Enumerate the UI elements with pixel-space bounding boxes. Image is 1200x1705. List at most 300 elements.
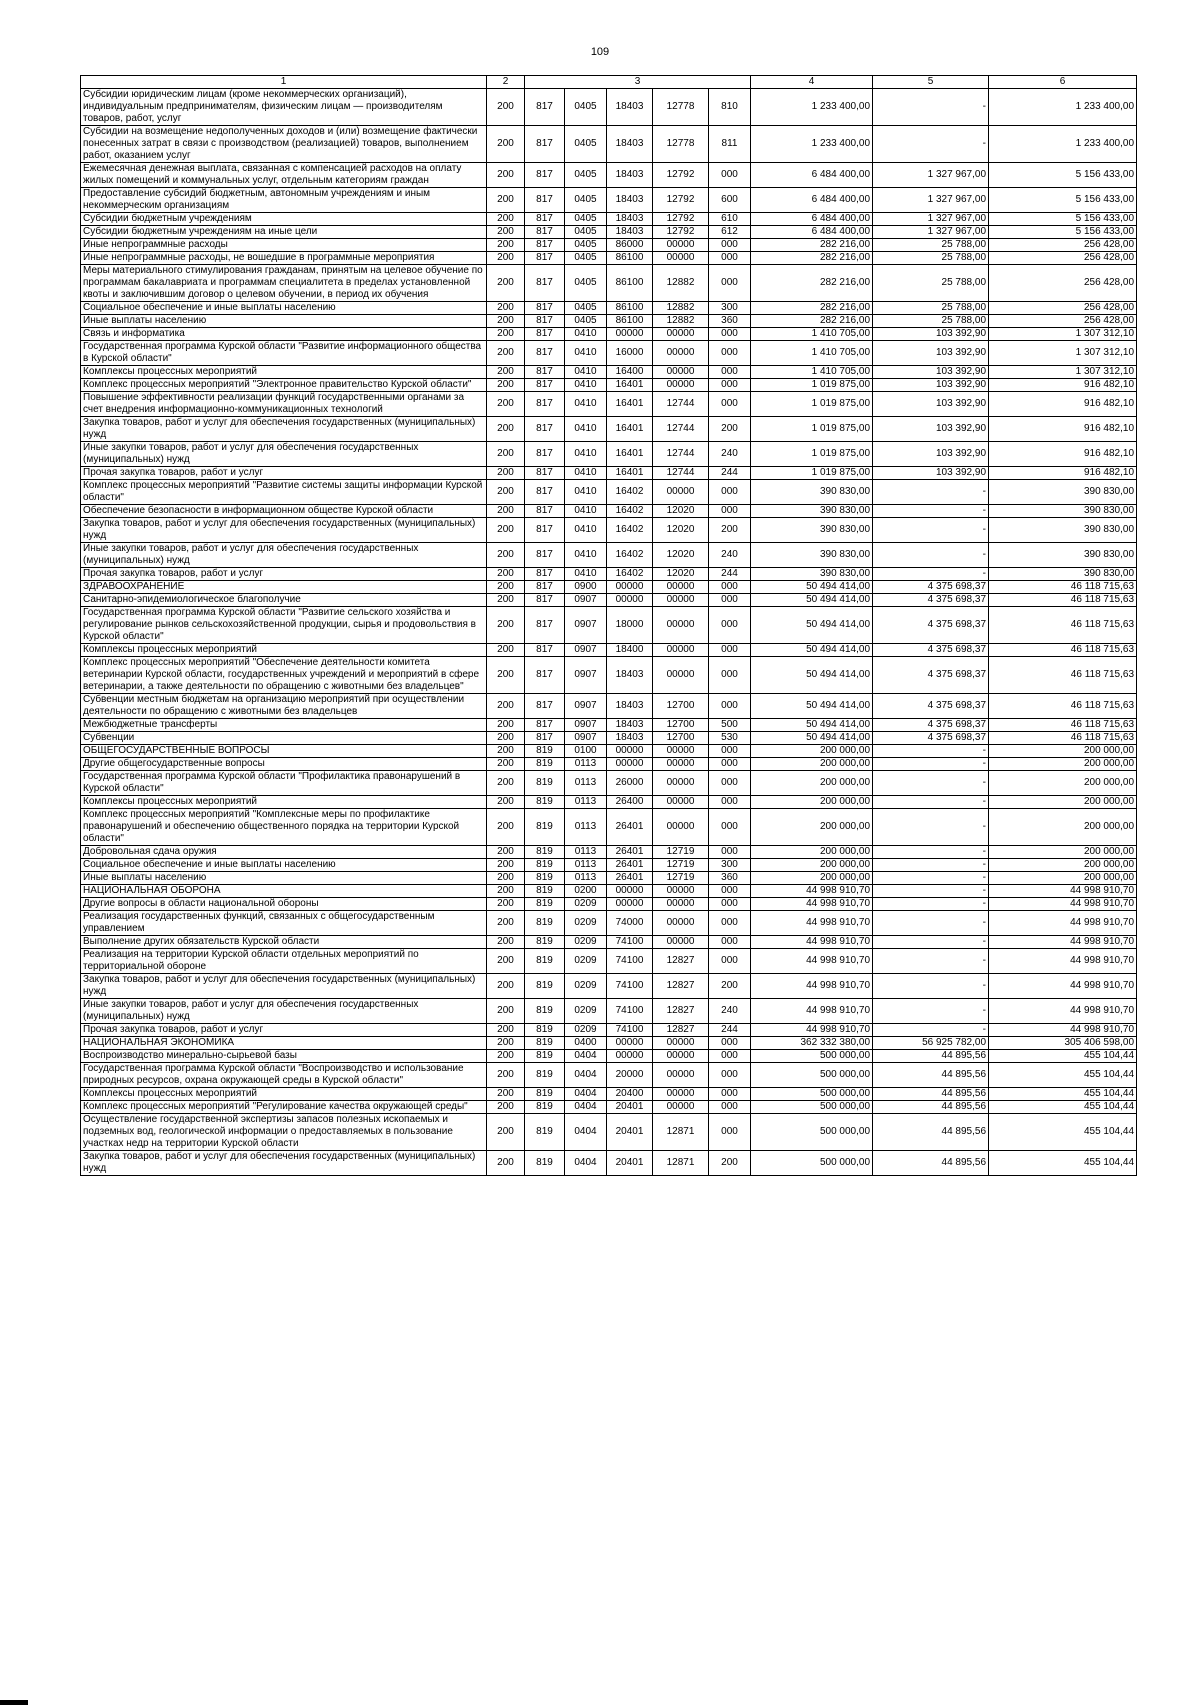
code-cell: 0410 [565,328,607,341]
code-cell: 600 [709,188,751,213]
code-cell: 000 [709,1101,751,1114]
row-name-cell: Субвенции [81,732,487,745]
amount-cell: 50 494 414,00 [751,719,873,732]
amount-cell: 390 830,00 [751,568,873,581]
code-cell: 00000 [607,898,653,911]
code-cell: 26401 [607,859,653,872]
code-cell: 00000 [653,607,709,644]
code-cell: 16402 [607,505,653,518]
code-cell: 200 [487,89,525,126]
code-cell: 200 [487,265,525,302]
code-cell: 200 [487,392,525,417]
row-name-cell: Государственная программа Курской области "Развитие сельского хозяйства и регулирование рынков сельскохозяйственной продукции, сырья и продовольствия в Курской области" [81,607,487,644]
amount-cell: 50 494 414,00 [751,594,873,607]
amount-cell: 390 830,00 [989,518,1137,543]
table-row [81,859,1137,872]
amount-cell: 4 375 698,37 [873,657,989,694]
code-cell: 819 [525,949,565,974]
amount-cell: - [873,859,989,872]
code-cell: 817 [525,581,565,594]
amount-cell: 6 484 400,00 [751,163,873,188]
row-name-cell: Прочая закупка товаров, работ и услуг [81,1024,487,1037]
code-cell: 0410 [565,366,607,379]
amount-cell: 25 788,00 [873,315,989,328]
code-cell: 0907 [565,607,607,644]
code-cell: 0404 [565,1088,607,1101]
code-cell: 0209 [565,949,607,974]
table-row [81,480,1137,505]
code-cell: 74000 [607,911,653,936]
code-cell: 20401 [607,1151,653,1176]
row-name-cell: Прочая закупка товаров, работ и услуг [81,467,487,480]
column-header: 5 [873,76,989,89]
row-name-cell: Санитарно-эпидемиологическое благополучие [81,594,487,607]
code-cell: 12700 [653,694,709,719]
amount-cell: 1 327 967,00 [873,213,989,226]
code-cell: 12778 [653,89,709,126]
code-cell: 16402 [607,568,653,581]
amount-cell: 1 019 875,00 [751,392,873,417]
amount-cell: 44 998 910,70 [751,1024,873,1037]
row-name-cell: ЗДРАВООХРАНЕНИЕ [81,581,487,594]
amount-cell: 46 118 715,63 [989,607,1137,644]
column-header: 2 [487,76,525,89]
amount-cell: 103 392,90 [873,417,989,442]
code-cell: 86100 [607,265,653,302]
code-cell: 817 [525,239,565,252]
code-cell: 000 [709,607,751,644]
code-cell: 12744 [653,392,709,417]
column-header: 6 [989,76,1137,89]
amount-cell: 916 482,10 [989,379,1137,392]
code-cell: 26401 [607,872,653,885]
row-name-cell: Меры материального стимулирования гражданам, принятым на целевое обучение по программам бакалавриата и программам специалитета в пределах установленной квоты и заключившим договор о целевом обучении, в период их обучения [81,265,487,302]
amount-cell: 44 998 910,70 [751,885,873,898]
amount-cell: - [873,568,989,581]
code-cell: 12719 [653,872,709,885]
table-row [81,594,1137,607]
code-cell: 0907 [565,657,607,694]
code-cell: 200 [709,518,751,543]
table-row [81,911,1137,936]
table-row [81,379,1137,392]
code-cell: 18403 [607,732,653,745]
code-cell: 817 [525,341,565,366]
amount-cell: 390 830,00 [989,505,1137,518]
code-cell: 74100 [607,949,653,974]
amount-cell: 455 104,44 [989,1088,1137,1101]
table-row [81,936,1137,949]
code-cell: 00000 [653,379,709,392]
amount-cell: 6 484 400,00 [751,188,873,213]
amount-cell: 4 375 698,37 [873,644,989,657]
code-cell: 200 [487,1114,525,1151]
amount-cell: - [873,846,989,859]
amount-cell: 4 375 698,37 [873,594,989,607]
code-cell: 000 [709,239,751,252]
row-name-cell: Закупка товаров, работ и услуг для обеспечения государственных (муниципальных) нужд [81,974,487,999]
code-cell: 200 [487,417,525,442]
amount-cell: 44 998 910,70 [989,898,1137,911]
row-name-cell: Иные выплаты населению [81,872,487,885]
row-name-cell: Комплексы процессных мероприятий [81,366,487,379]
amount-cell: 1 327 967,00 [873,188,989,213]
amount-cell: 46 118 715,63 [989,694,1137,719]
scan-edge-mark [0,1700,28,1705]
code-cell: 0405 [565,252,607,265]
code-cell: 00000 [653,1037,709,1050]
amount-cell: 103 392,90 [873,328,989,341]
amount-cell: - [873,796,989,809]
code-cell: 200 [487,480,525,505]
code-cell: 12020 [653,543,709,568]
code-cell: 200 [487,467,525,480]
code-cell: 240 [709,442,751,467]
amount-cell: 1 307 312,10 [989,328,1137,341]
code-cell: 0907 [565,694,607,719]
page-number: 109 [590,46,610,58]
code-cell: 18403 [607,188,653,213]
amount-cell: 44 895,56 [873,1114,989,1151]
code-cell: 000 [709,392,751,417]
amount-cell: 500 000,00 [751,1050,873,1063]
code-cell: 0209 [565,1024,607,1037]
row-name-cell: Другие вопросы в области национальной обороны [81,898,487,911]
code-cell: 74100 [607,1024,653,1037]
code-cell: 200 [487,859,525,872]
amount-cell: 282 216,00 [751,315,873,328]
code-cell: 0410 [565,467,607,480]
table-row [81,315,1137,328]
amount-cell: 46 118 715,63 [989,719,1137,732]
amount-cell: - [873,1024,989,1037]
code-cell: 200 [487,341,525,366]
code-cell: 0113 [565,758,607,771]
amount-cell: - [873,936,989,949]
amount-cell: 1 019 875,00 [751,467,873,480]
row-name-cell: Реализация государственных функций, связанных с общегосударственным управлением [81,911,487,936]
table-row [81,1088,1137,1101]
code-cell: 200 [487,581,525,594]
amount-cell: 1 233 400,00 [989,126,1137,163]
code-cell: 86100 [607,252,653,265]
code-cell: 200 [487,846,525,859]
table-row [81,1063,1137,1088]
table-row [81,252,1137,265]
code-cell: 000 [709,644,751,657]
row-name-cell: Связь и информатика [81,328,487,341]
code-cell: 817 [525,568,565,581]
code-cell: 610 [709,213,751,226]
code-cell: 12744 [653,467,709,480]
code-cell: 00000 [653,1088,709,1101]
code-cell: 200 [487,379,525,392]
code-cell: 000 [709,581,751,594]
code-cell: 12700 [653,719,709,732]
code-cell: 200 [487,607,525,644]
amount-cell: - [873,505,989,518]
row-name-cell: Реализация на территории Курской области отдельных мероприятий по территориальной обороне [81,949,487,974]
code-cell: 817 [525,417,565,442]
code-cell: 200 [709,974,751,999]
code-cell: 819 [525,859,565,872]
code-cell: 817 [525,719,565,732]
table-row [81,442,1137,467]
code-cell: 0200 [565,885,607,898]
amount-cell: 4 375 698,37 [873,581,989,594]
code-cell: 0410 [565,543,607,568]
amount-cell: 455 104,44 [989,1114,1137,1151]
amount-cell: 916 482,10 [989,442,1137,467]
code-cell: 20401 [607,1101,653,1114]
code-cell: 200 [487,732,525,745]
code-cell: 16000 [607,341,653,366]
row-name-cell: Закупка товаров, работ и услуг для обеспечения государственных (муниципальных) нужд [81,417,487,442]
code-cell: 00000 [653,480,709,505]
code-cell: 86100 [607,302,653,315]
amount-cell: 44 998 910,70 [989,911,1137,936]
code-cell: 00000 [653,898,709,911]
amount-cell: 200 000,00 [751,846,873,859]
amount-cell: 362 332 380,00 [751,1037,873,1050]
row-name-cell: Субсидии бюджетным учреждениям [81,213,487,226]
amount-cell: 44 895,56 [873,1088,989,1101]
code-cell: 00000 [607,594,653,607]
code-cell: 16401 [607,442,653,467]
budget-table-container [80,75,1137,1176]
code-cell: 200 [487,239,525,252]
code-cell: 00000 [607,885,653,898]
row-name-cell: Прочая закупка товаров, работ и услуг [81,568,487,581]
code-cell: 000 [709,480,751,505]
code-cell: 000 [709,265,751,302]
amount-cell: 390 830,00 [751,480,873,505]
code-cell: 810 [709,89,751,126]
code-cell: 817 [525,366,565,379]
code-cell: 200 [487,758,525,771]
code-cell: 18403 [607,213,653,226]
code-cell: 0209 [565,999,607,1024]
row-name-cell: Иные непрограммные расходы [81,239,487,252]
code-cell: 200 [487,657,525,694]
amount-cell: 46 118 715,63 [989,732,1137,745]
code-cell: 0410 [565,505,607,518]
amount-cell: 916 482,10 [989,417,1137,442]
code-cell: 000 [709,379,751,392]
code-cell: 26000 [607,771,653,796]
code-cell: 12020 [653,505,709,518]
code-cell: 244 [709,568,751,581]
code-cell: 819 [525,809,565,846]
code-cell: 0410 [565,442,607,467]
code-cell: 000 [709,252,751,265]
code-cell: 200 [487,568,525,581]
table-row [81,872,1137,885]
code-cell: 86100 [607,315,653,328]
amount-cell: 500 000,00 [751,1114,873,1151]
amount-cell: 282 216,00 [751,252,873,265]
table-row [81,543,1137,568]
row-name-cell: Закупка товаров, работ и услуг для обеспечения государственных (муниципальных) нужд [81,518,487,543]
amount-cell: - [873,911,989,936]
amount-cell: 5 156 433,00 [989,226,1137,239]
code-cell: 16401 [607,467,653,480]
code-cell: 000 [709,1088,751,1101]
amount-cell: 25 788,00 [873,239,989,252]
code-cell: 0209 [565,898,607,911]
amount-cell: 200 000,00 [751,859,873,872]
amount-cell: 4 375 698,37 [873,732,989,745]
code-cell: 000 [709,771,751,796]
amount-cell: - [873,809,989,846]
amount-cell: 103 392,90 [873,341,989,366]
code-cell: 200 [709,1151,751,1176]
code-cell: 817 [525,442,565,467]
code-cell: 819 [525,796,565,809]
code-cell: 000 [709,594,751,607]
code-cell: 12719 [653,859,709,872]
code-cell: 200 [487,518,525,543]
code-cell: 18403 [607,719,653,732]
code-cell: 00000 [607,1050,653,1063]
column-header: 1 [81,76,487,89]
table-row [81,518,1137,543]
code-cell: 817 [525,543,565,568]
amount-cell: 103 392,90 [873,366,989,379]
code-cell: 0404 [565,1114,607,1151]
code-cell: 0410 [565,341,607,366]
table-row [81,809,1137,846]
amount-cell: 50 494 414,00 [751,732,873,745]
code-cell: 817 [525,657,565,694]
amount-cell: 44 998 910,70 [989,999,1137,1024]
table-row [81,644,1137,657]
amount-cell: 256 428,00 [989,315,1137,328]
code-cell: 360 [709,872,751,885]
row-name-cell: Комплексы процессных мероприятий [81,644,487,657]
amount-cell: 1 307 312,10 [989,366,1137,379]
amount-cell: - [873,89,989,126]
table-row [81,719,1137,732]
code-cell: 16401 [607,379,653,392]
code-cell: 18403 [607,694,653,719]
code-cell: 200 [487,1050,525,1063]
code-cell: 817 [525,265,565,302]
amount-cell: - [873,480,989,505]
amount-cell: - [873,999,989,1024]
code-cell: 0907 [565,719,607,732]
code-cell: 0907 [565,732,607,745]
amount-cell: 46 118 715,63 [989,644,1137,657]
amount-cell: 44 998 910,70 [751,911,873,936]
amount-cell: 916 482,10 [989,467,1137,480]
amount-cell: 4 375 698,37 [873,694,989,719]
code-cell: 200 [487,809,525,846]
code-cell: 0113 [565,809,607,846]
amount-cell: 46 118 715,63 [989,594,1137,607]
row-name-cell: Комплекс процессных мероприятий "Электронное правительство Курской области" [81,379,487,392]
code-cell: 00000 [653,594,709,607]
code-cell: 300 [709,859,751,872]
code-cell: 26401 [607,809,653,846]
code-cell: 00000 [653,644,709,657]
code-cell: 12020 [653,568,709,581]
code-cell: 00000 [653,745,709,758]
amount-cell: 44 998 910,70 [751,936,873,949]
amount-cell: 500 000,00 [751,1151,873,1176]
amount-cell: 1 410 705,00 [751,341,873,366]
code-cell: 244 [709,1024,751,1037]
code-cell: 0113 [565,846,607,859]
code-cell: 200 [487,366,525,379]
amount-cell: 390 830,00 [751,518,873,543]
code-cell: 240 [709,999,751,1024]
table-row [81,302,1137,315]
amount-cell: 282 216,00 [751,302,873,315]
amount-cell: 256 428,00 [989,252,1137,265]
amount-cell: 200 000,00 [751,758,873,771]
code-cell: 20401 [607,1114,653,1151]
code-cell: 200 [487,505,525,518]
code-cell: 00000 [607,581,653,594]
code-cell: 74100 [607,999,653,1024]
code-cell: 000 [709,341,751,366]
code-cell: 817 [525,594,565,607]
amount-cell: - [873,898,989,911]
code-cell: 00000 [653,657,709,694]
code-cell: 817 [525,480,565,505]
amount-cell: - [873,758,989,771]
code-cell: 20000 [607,1063,653,1088]
budget-table [80,75,1137,1176]
code-cell: 244 [709,467,751,480]
code-cell: 200 [487,694,525,719]
code-cell: 000 [709,809,751,846]
row-name-cell: Иные выплаты населению [81,315,487,328]
amount-cell: 1 233 400,00 [751,89,873,126]
row-name-cell: Субсидии бюджетным учреждениям на иные цели [81,226,487,239]
amount-cell: 1 327 967,00 [873,163,989,188]
amount-cell: 44 998 910,70 [751,974,873,999]
code-cell: 817 [525,467,565,480]
code-cell: 000 [709,846,751,859]
code-cell: 200 [487,1063,525,1088]
amount-cell: 44 895,56 [873,1050,989,1063]
code-cell: 000 [709,694,751,719]
code-cell: 00000 [653,771,709,796]
code-cell: 00000 [653,809,709,846]
code-cell: 0410 [565,392,607,417]
code-cell: 200 [487,226,525,239]
code-cell: 300 [709,302,751,315]
code-cell: 200 [487,302,525,315]
code-cell: 200 [487,1151,525,1176]
code-cell: 200 [487,796,525,809]
amount-cell: 200 000,00 [751,809,873,846]
code-cell: 00000 [653,1101,709,1114]
code-cell: 817 [525,379,565,392]
amount-cell: 500 000,00 [751,1088,873,1101]
code-cell: 000 [709,758,751,771]
code-cell: 18403 [607,126,653,163]
amount-cell: 1 327 967,00 [873,226,989,239]
code-cell: 0404 [565,1101,607,1114]
amount-cell: 1 410 705,00 [751,366,873,379]
code-cell: 12827 [653,949,709,974]
code-cell: 0404 [565,1151,607,1176]
table-row [81,163,1137,188]
row-name-cell: Иные непрограммные расходы, не вошедшие в программные мероприятия [81,252,487,265]
